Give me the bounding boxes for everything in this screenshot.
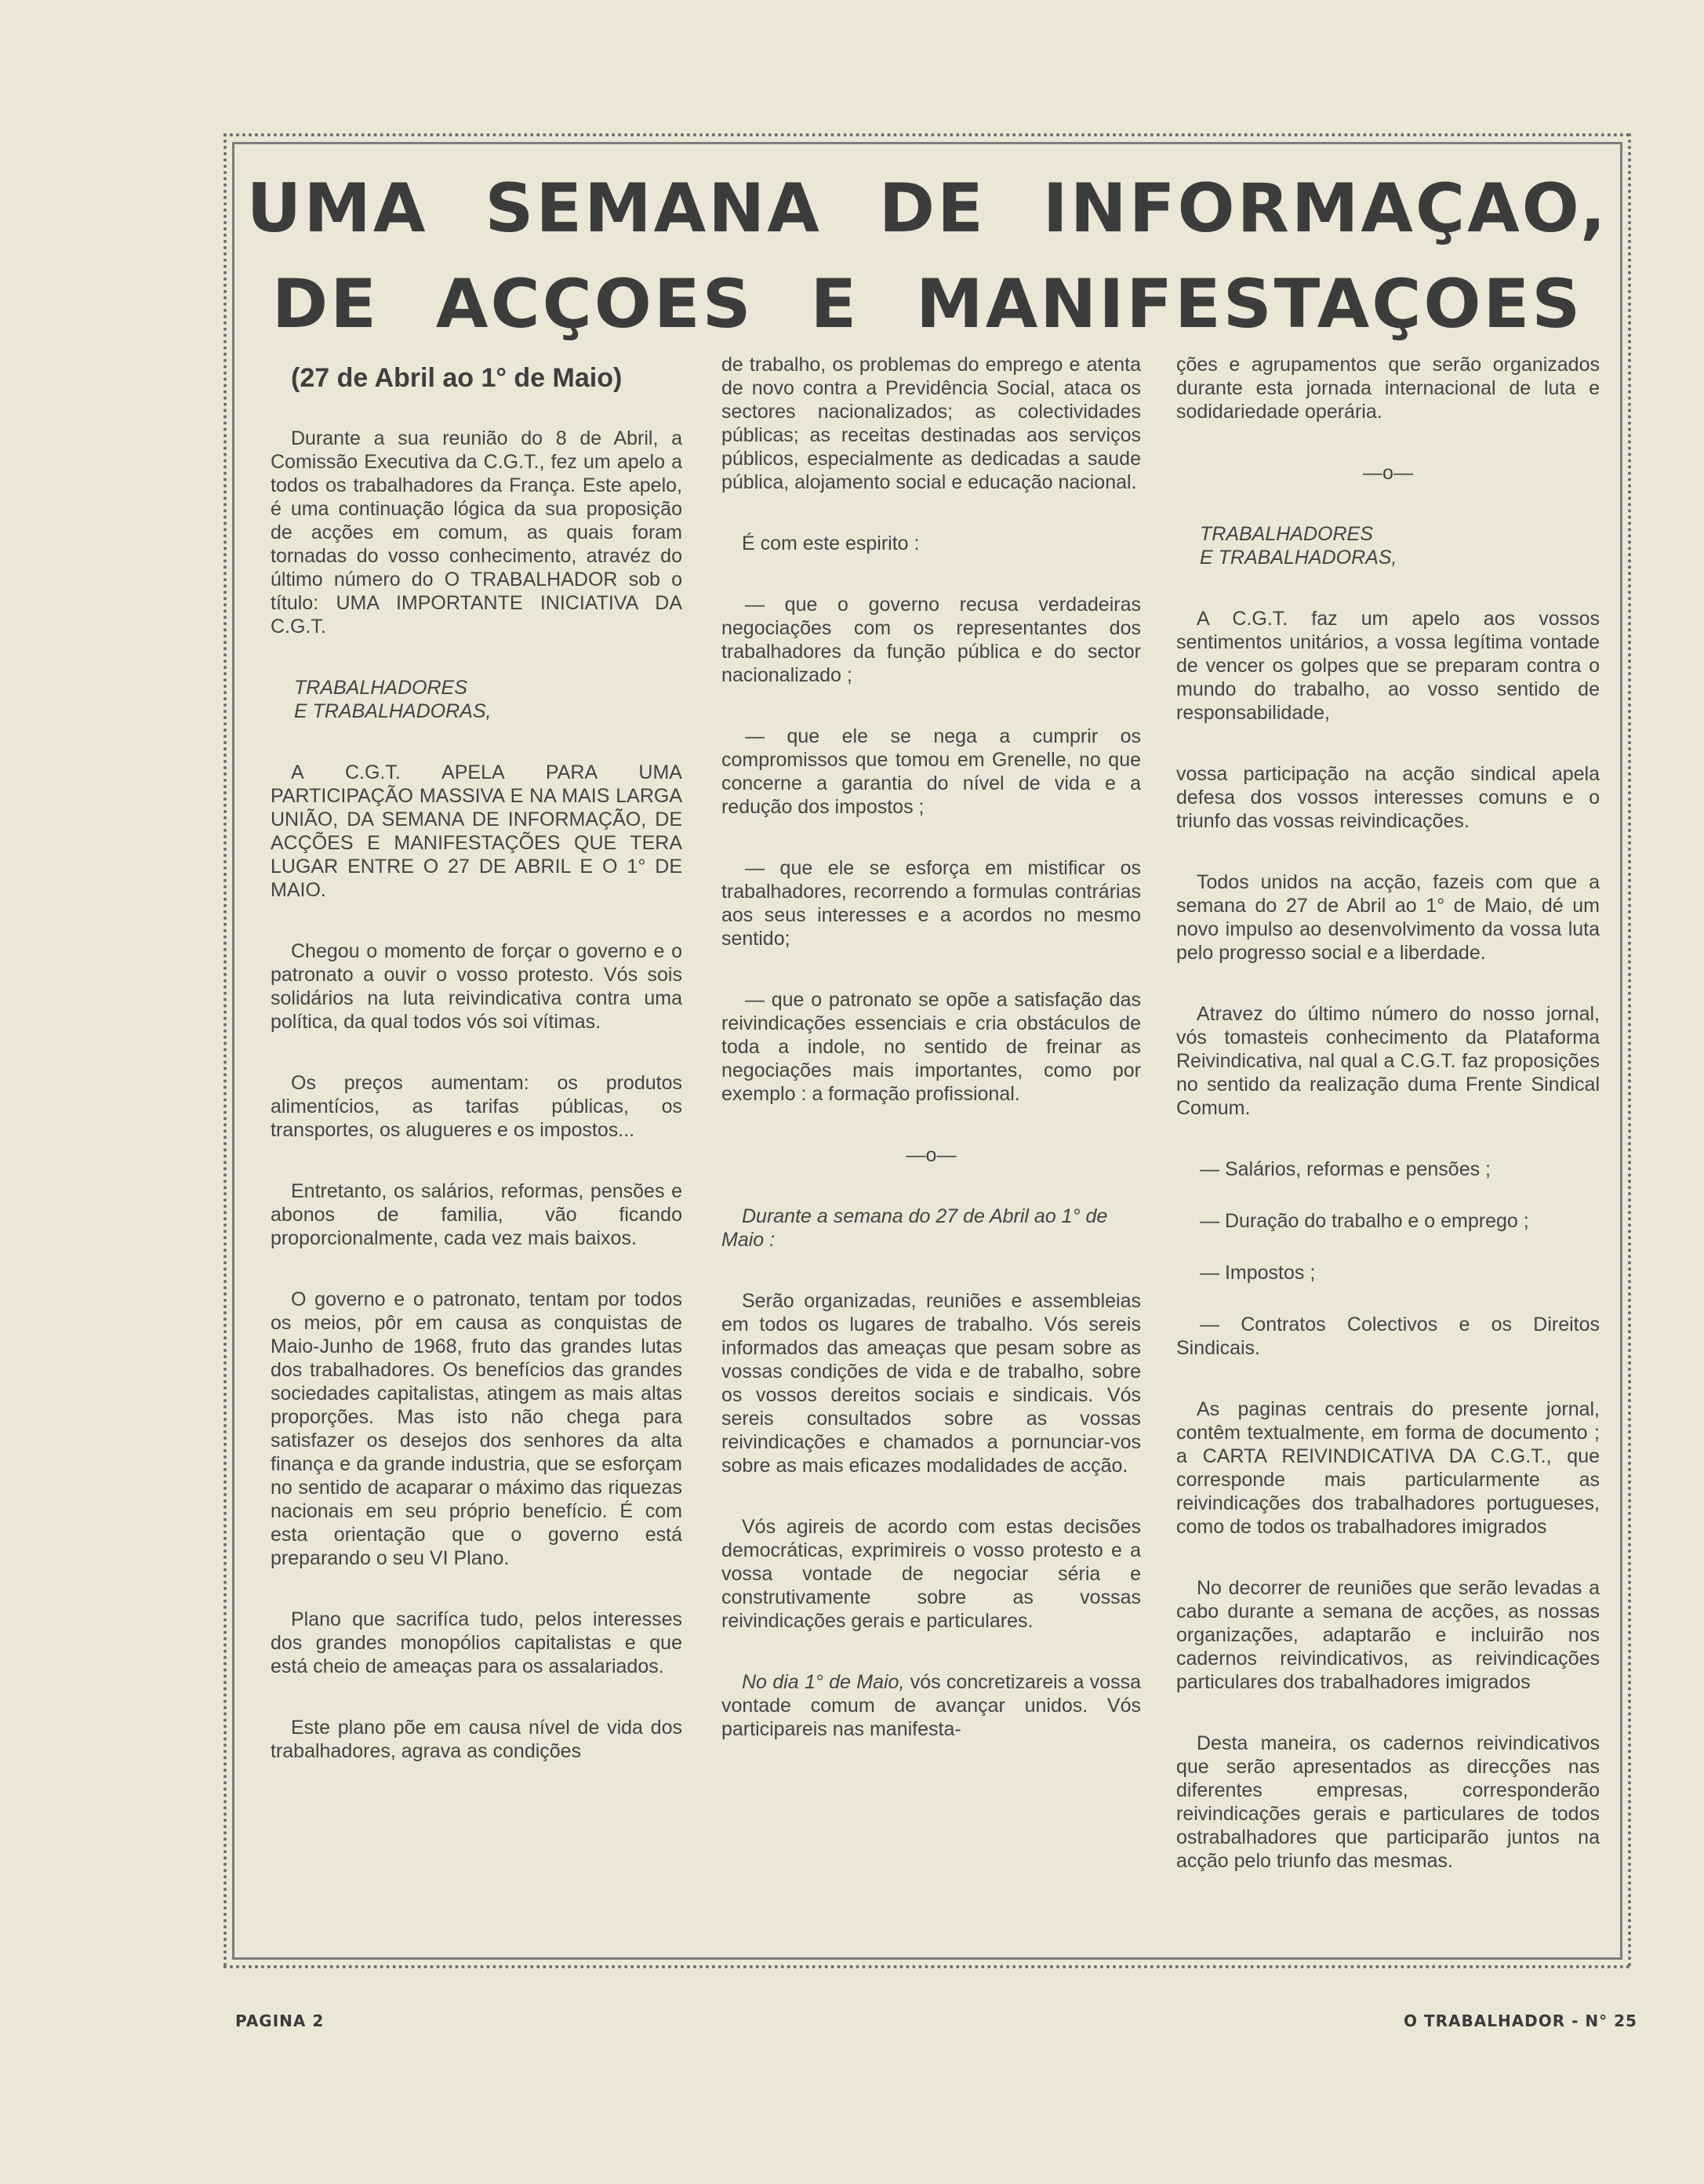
column-3 [1176, 353, 1600, 1873]
paragraph: A C.G.T. faz um apelo aos vossos sentimentos unitários, a vossa legítima vontade de vencer os golpes que se preparam contra o mundo do trabalho, ao vosso sentido de responsabilidade, [1176, 608, 1600, 724]
column-2 [721, 353, 1141, 1741]
paragraph: Desta maneira, os cadernos reivindicativos que serão apresentados as direcções nas diferentes empresas, corresponderão reivindicações gerais e particulares de todos ostrabalhadores que participarão juntos na acção pelo triunfo das mesmas. [1176, 1732, 1600, 1872]
date-subhead: (27 de Abril ao 1° de Maio) [291, 363, 623, 393]
paragraph: Vós agireis de acordo com estas decisões democráticas, exprimireis o vosso protesto e a vossa vontade de negociar séria e construtivamente sobre as vossas reivindicações gerais e particulares. [721, 1516, 1141, 1632]
salutation: TRABALHADORES E TRABALHADORAS, [294, 677, 492, 722]
paragraph: Durante a sua reunião do 8 de Abril, a Comissão Executiva da C.G.T., fez um apelo a todos os trabalhadores da França. Este apelo, é uma continuação lógica da sua proposição de acções em comum, as quais foram tornadas do vosso conhecimento, atravéz do último número do O TRABALHADOR sob o título: UMA IMPORTANTE INICIATIVA DA C.G.T. [271, 427, 682, 638]
paragraph: Este plano põe em causa nível de vida dos trabalhadores, agrava as condições [271, 1717, 682, 1762]
headline-line-2: DE ACÇOES E MANIFESTAÇOES [271, 265, 1583, 343]
column-1 [271, 353, 682, 1763]
paragraph: vossa participação na acção sindical apela defesa dos vossos interesses comuns e o triunfo das vossas reivindicações. [1176, 763, 1600, 832]
paragraph: A C.G.T. APELA PARA UMA PARTICIPAÇÃO MASSIVA E NA MAIS LARGA UNIÃO, DA SEMANA DE INFORMAÇÃO, DE ACÇÕES E MANIFESTAÇÕES QUE TERA LUGAR ENTRE O 27 DE ABRIL E O 1° DE MAIO. [271, 761, 682, 901]
separator: —o— [906, 1144, 957, 1166]
paragraph: O governo e o patronato, tentam por todos os meios, pôr em causa as conquistas de Maio-Junho de 1968, fruto das grandes lutas dos trabalhadores. Os benefícios das grandes sociedades capitalistas, atingem as mais altas proporções. Mas isto não chega para satisfazer os desejos dos senhores da alta finança e da grande industria, que se esforçam no sentido de acaparar o máximo das riquezas nacionais em seu próprio benefício. É com esta orientação que o governo está preparando o seu VI Plano. [271, 1288, 682, 1569]
paragraph: Entretanto, os salários, reformas, pensões e abonos de familia, vão ficando proporcionalmente, cada vez mais baixos. [271, 1180, 682, 1249]
salutation: TRABALHADORES E TRABALHADORAS, [1200, 523, 1397, 569]
paragraph [721, 1670, 1141, 1741]
list-item: — que o patronato se opõe a satisfação das reivindicações essenciais e cria obstáculos de toda a indole, no sentido de freinar as negociações mais importantes, como por exemplo : a formação profissional. [721, 989, 1141, 1105]
paragraph: ções e agrupamentos que serão organizados durante esta jornada internacional de luta e sodidariedade operária. [1176, 354, 1600, 423]
paragraph: Plano que sacrifíca tudo, pelos interesses dos grandes monopólios capitalistas e que está cheio de ameaças para os assalariados. [271, 1608, 682, 1677]
list-item: — Salários, reformas e pensões ; [1200, 1158, 1491, 1180]
headline [223, 161, 1631, 352]
may-day-lead: No dia 1° de Maio, [742, 1671, 905, 1693]
section-intro: Durante a semana do 27 de Abril ao 1° de Maio : [721, 1205, 1108, 1251]
list-item: — que ele se esforça em mistificar os trabalhadores, recorrendo a formulas contrárias aos seus interesses e a acordos no mesmo sentido; [721, 857, 1141, 950]
paragraph: As paginas centrais do presente jornal, contêm textualmente, em forma de documento ; a CARTA REIVINDICATIVA DA C.G.T., que corresponde mais particularmente as reivindicações dos trabalhadores portugueses, como de todos os trabalhadores imigrados [1176, 1398, 1600, 1538]
paragraph: Todos unidos na acção, fazeis com que a semana do 27 de Abril ao 1° de Maio, dé um novo impulso ao desenvolvimento da vossa luta pelo progresso social e a liberdade. [1176, 871, 1600, 964]
list-item: — Contratos Colectivos e os Direitos Sindicais. [1176, 1314, 1600, 1359]
separator: —o— [1363, 462, 1413, 484]
may-day-text: vós concretizareis a vossa vontade comum de avançar unidos. Vós participareis nas manifesta- [721, 1671, 1141, 1740]
page-number: PAGINA 2 [235, 2011, 325, 2030]
headline-line-1: UMA SEMANA DE INFORMAÇAO, [246, 169, 1608, 248]
list-item: — que ele se nega a cumprir os compromissos que tomou em Grenelle, no que concerne a garantia do nível de vida e a redução dos impostos ; [721, 725, 1141, 818]
paragraph: Os preços aumentam: os produtos alimentícios, as tarifas públicas, os transportes, os alugueres e os impostos... [271, 1072, 682, 1141]
paragraph: Serão organizadas, reuniões e assembleias em todos os lugares de trabalho. Vós sereis informados das ameaças que pesam sobre as vossas condições de vida e de trabalho, sobre os vossos dereitos sociais e sindicais. Vós sereis consultados sobre as vossas reivindicações e chamados a pornunciar-vos sobre as mais eficazes modalidades de acção. [721, 1290, 1141, 1477]
list-item: — Duração do trabalho e o emprego ; [1200, 1210, 1529, 1232]
paragraph: Chegou o momento de forçar o governo e o patronato a ouvir o vosso protesto. Vós sois solidários na luta reivindicativa contra uma política, da qual todos vós soi vítimas. [271, 940, 682, 1033]
paragraph: de trabalho, os problemas do emprego e atenta de novo contra a Previdência Social, ataca os sectores nacionalizados; as colectividades públicas; as receitas destinadas aos serviços públicos, especialmente as dedicadas a saude pública, alojamento social e educação nacional. [721, 354, 1141, 493]
paragraph: É com este espirito : [742, 532, 920, 554]
list-item: — Impostos ; [1200, 1262, 1316, 1284]
list-item: — que o governo recusa verdadeiras negociações com os representantes dos trabalhadores da função pública e do sector nacionalizado ; [721, 594, 1141, 686]
paragraph: No decorrer de reuniões que serão levadas a cabo durante a semana de acções, as nossas organizações, adaptarão e incluirão nos cadernos reivindicativos, as reivindicações particulares dos trabalhadores imigrados [1176, 1577, 1600, 1693]
publication-issue: O TRABALHADOR - N° 25 [1404, 2011, 1637, 2030]
paragraph: Atravez do último número do nosso jornal, vós tomasteis conhecimento da Plataforma Reivindicativa, nal qual a C.G.T. faz proposições no sentido da realização duma Frente Sindical Comum. [1176, 1003, 1600, 1119]
